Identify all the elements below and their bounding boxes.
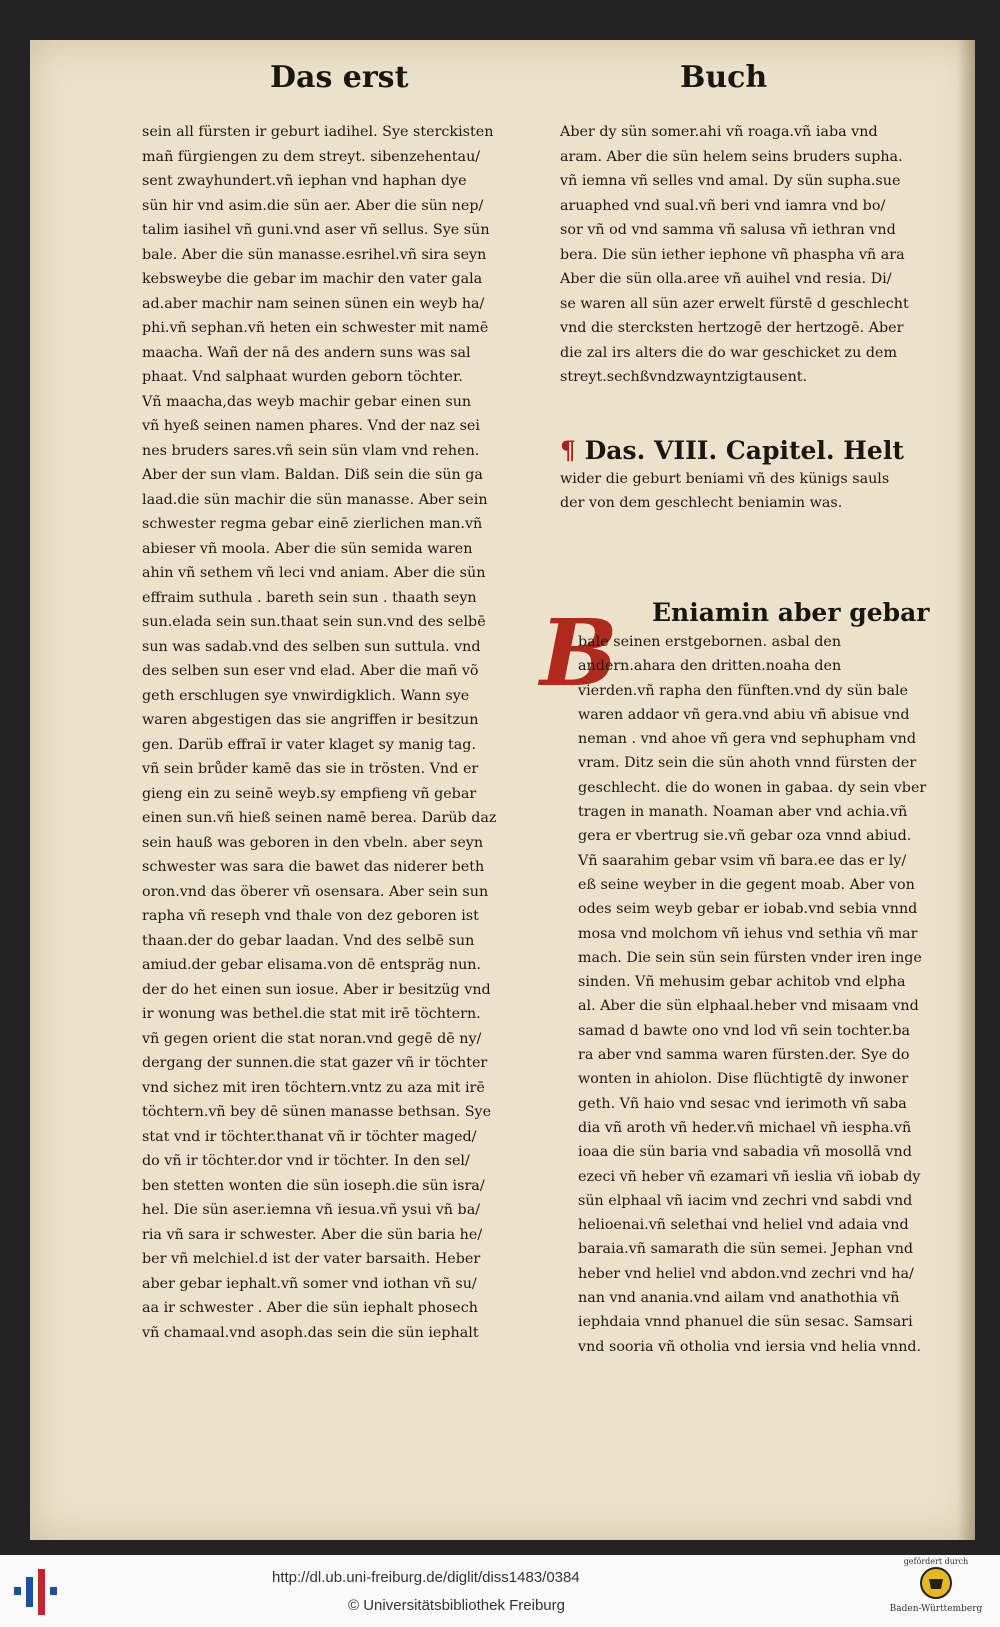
permalink-url[interactable]: http://dl.ub.uni-freiburg.de/diglit/diss1483/0384	[272, 1569, 580, 1586]
left-column-line: Aber der sun vlam. Baldan. Diß sein die sün ga	[142, 467, 483, 483]
paragraph-mark: ¶	[560, 436, 576, 465]
chapter-subtitle	[560, 467, 930, 515]
chapter-subtitle-line: der von dem geschlecht beniamin was.	[560, 495, 843, 511]
left-column-line: schwester regma gebar einē zierlichen man.vñ	[142, 516, 483, 532]
right-bottom-line: vnd sooria vñ otholia vnd iersia vnd helia vnnd.	[578, 1338, 922, 1355]
right-bottom-line: tragen in manath. Noaman aber vnd achia.vñ	[578, 804, 908, 821]
left-column-line: töchtern.vñ bey dē sünen manasse bethsan. Sye	[142, 1104, 492, 1120]
left-column-line: ahin vñ sethem vñ leci vnd aniam. Aber die sün	[142, 565, 486, 581]
left-column-line: Vñ maacha,das weyb machir gebar einen sun	[142, 393, 472, 410]
right-bottom-line: gera er vbertrug sie.vñ gebar oza vnnd abiud.	[578, 828, 912, 845]
right-bottom-line: geth. Vñ haio vnd sesac vnd ierimoth vñ saba	[578, 1095, 907, 1112]
right-top-line: se waren all sün azer erwelt fürstē d geschlecht	[560, 295, 909, 312]
left-column-line: gieng ein zu seinē weyb.sy empfieng vñ gebar	[142, 785, 477, 802]
right-top-line: bera. Die sün iether iephone vñ phaspha vñ ara	[560, 246, 905, 263]
right-bottom-line: iephdaia vnnd phanuel die sün sesac. Samsari	[578, 1314, 913, 1331]
chapter-incipit: Eniamin aber gebar	[652, 598, 930, 627]
viewer-footer	[0, 1555, 1000, 1627]
left-column-line: ber vñ melchiel.d ist der vater barsaith. Heber	[142, 1251, 481, 1267]
right-top-line: sor vñ od vnd samma vñ salusa vñ iethran vnd	[560, 222, 896, 238]
left-column-line: effraim suthula . bareth sein sun . thaath seyn	[142, 589, 477, 606]
left-column-line: gen. Darüb effraī ir vater klaget sy manig tag.	[142, 736, 477, 753]
left-column-line: einen sun.vñ hieß seinen namē berea. Darüb daz	[142, 810, 497, 826]
left-column-line: sent zwayhundert.vñ iephan vnd haphan dye	[142, 173, 467, 189]
left-column-line: vñ sein brůder kamē das sie in trösten. Vnd er	[142, 761, 479, 777]
state-coat-of-arms-icon	[919, 1566, 953, 1600]
chapter-subtitle-line: wider die geburt beniami vñ des künigs sauls	[560, 471, 890, 487]
left-column-line: nes bruders sares.vñ sein sün vlam vnd rehen.	[142, 442, 480, 459]
left-column-line: sün hir vnd asim.die sün aer. Aber die sün nep/	[142, 197, 484, 214]
right-bottom-line: vram. Ditz sein die sün ahoth vnnd fürsten der	[578, 755, 917, 772]
left-column-line: vñ hyeß seinen namen phares. Vnd der naz sei	[142, 418, 480, 434]
chapter-heading	[560, 435, 930, 515]
left-column-line: kebsweybe die gebar im machir den vater gala	[142, 271, 483, 287]
book-page	[30, 40, 975, 1540]
left-column-line: bale. Aber die sün manasse.esrihel.vñ sira seyn	[142, 246, 487, 263]
right-bottom-line: ioaa die sün baria vnd sabadia vñ mosollā vnd	[578, 1144, 912, 1161]
left-column-line: maacha. Wañ der nā des andern suns was sal	[142, 344, 471, 361]
left-column-line: phi.vñ sephan.vñ heten ein schwester mit namē	[142, 320, 489, 336]
left-column-line: abieser vñ moola. Aber die sün semida waren	[142, 540, 473, 557]
left-column-line: des selben sun eser vnd elad. Aber die mañ võ	[142, 663, 479, 679]
left-column-line: ad.aber machir nam seinen sünen ein weyb ha/	[142, 295, 485, 312]
right-bottom-line: baraia.vñ samarath die sün semei. Jephan vnd	[578, 1241, 914, 1258]
sponsor-label: gefördert durch	[903, 1557, 969, 1566]
left-column-line: laad.die sün machir die sün manasse. Aber sein	[142, 491, 488, 508]
right-bottom-line: Vñ saarahim gebar vsim vñ bara.ee das er ly/	[578, 852, 907, 869]
right-bottom-line: mosa vnd molchom vñ iehus vnd sethia vñ mar	[578, 925, 918, 942]
left-column-line: ria vñ sara ir schwester. Aber die sün baria he/	[142, 1226, 483, 1243]
right-bottom-line: andern.ahara den dritten.noaha den	[578, 658, 842, 675]
left-column-line: vnd sichez mit iren töchtern.vntz zu aza mit irē	[142, 1079, 485, 1096]
left-column-line: sun.elada sein sun.thaat sein sun.vnd des selbē	[142, 614, 486, 630]
left-column-line: dergang der sunnen.die stat gazer vñ ir töchter	[142, 1055, 488, 1071]
right-bottom-line: samad d bawte ono vnd lod vñ sein tochter.ba	[578, 1022, 911, 1039]
right-column-bottom	[578, 630, 928, 1359]
left-column-line: stat vnd ir töchter.thanat vñ ir töchter maged/	[142, 1128, 477, 1145]
left-column-line: der do het einen sun iosue. Aber ir besitzüg vnd	[142, 981, 491, 998]
left-column-line: thaan.der do gebar laadan. Vnd des selbē sun	[142, 932, 475, 949]
left-column-line: ben stetten wonten die sün ioseph.die sün isra/	[142, 1177, 485, 1194]
right-bottom-line: sün elphaal vñ iacim vnd zechri vnd sabdi vnd	[578, 1192, 913, 1209]
right-bottom-line: geschlecht. die do wonen in gabaa. dy sein vber	[578, 779, 927, 796]
right-bottom-line: ezeci vñ heber vñ ezamari vñ ieslia vñ iobab dy	[578, 1168, 921, 1185]
right-bottom-line: mach. Die sein sün sein fürsten vnder iren inge	[578, 949, 922, 966]
left-column-line: vñ gegen orient die stat noran.vnd gegē dē ny/	[142, 1030, 482, 1047]
left-column-line: geth erschlugen sye vnwirdigklich. Wann sye	[142, 687, 470, 704]
right-bottom-line: eß seine weyber in die gegent moab. Aber von	[578, 876, 915, 893]
right-top-line: aruaphed vnd sual.vñ beri vnd iamra vnd bo/	[560, 197, 886, 214]
right-bottom-line: waren addaor vñ gera.vnd abiu vñ abisue vnd	[578, 706, 910, 723]
decorated-initial: B	[540, 599, 618, 707]
left-column-line: rapha vñ reseph vnd thale von dez geboren ist	[142, 908, 479, 924]
left-column-line: sun was sadab.vnd des selben sun suttula. vnd	[142, 638, 481, 655]
running-head-right: Buch	[680, 60, 768, 95]
library-logo-icon	[10, 1565, 65, 1620]
left-column-line: oron.vnd das öberer vñ osensara. Aber sein sun	[142, 883, 489, 900]
left-column-line: do vñ ir töchter.dor vnd ir töchter. In den sel/	[142, 1153, 470, 1169]
left-column-line: aa ir schwester . Aber die sün iephalt phosech	[142, 1300, 478, 1316]
sponsor-name: Baden-Württemberg	[889, 1604, 983, 1614]
right-top-line: Aber die sün olla.aree vñ auihel vnd resia. Di/	[560, 271, 892, 287]
right-bottom-line: dia vñ aroth vñ heder.vñ michael vñ iespha.vñ	[578, 1119, 912, 1136]
running-head-left: Das erst	[270, 60, 409, 95]
right-bottom-line: vierden.vñ rapha den fünften.vnd dy sün bale	[578, 682, 909, 699]
right-bottom-line: heber vnd heliel vnd abdon.vnd zechri vnd ha/	[578, 1265, 914, 1282]
right-bottom-line: neman . vnd ahoe vñ gera vnd sephupham vnd	[578, 731, 917, 748]
right-bottom-line: al. Aber die sün elphaal.heber vnd misaam vnd	[578, 998, 919, 1015]
right-column-top	[560, 120, 925, 390]
right-bottom-line: nan vnd anania.vnd ailam vnd anathothia vñ	[578, 1290, 900, 1307]
left-column-line: talim iasihel vñ guni.vnd aser vñ sellus. Sye sün	[142, 222, 490, 238]
right-top-line: vnd die stercksten hertzogē der hertzogē. Aber	[560, 320, 904, 336]
left-column-line: sein hauß was geboren in den vbeln. aber seyn	[142, 834, 484, 851]
right-top-line: Aber dy sün somer.ahi vñ roaga.vñ iaba vnd	[560, 124, 878, 140]
right-top-line: die zal irs alters die do war geschicket zu dem	[560, 344, 897, 361]
right-bottom-line: wonten in ahiolon. Dise flüchtigtē dy inwoner	[578, 1071, 909, 1088]
right-top-line: vñ iemna vñ selles vnd amal. Dy sün supha.sue	[560, 173, 901, 189]
left-column-line: ir wonung was bethel.die stat mit irē töchtern.	[142, 1006, 481, 1022]
left-column-line: phaat. Vnd salphaat wurden geborn töchter.	[142, 369, 463, 385]
left-column-line: sein all fürsten ir geburt iadihel. Sye sterckisten	[142, 124, 494, 140]
copyright-text: © Universitätsbibliothek Freiburg	[348, 1597, 565, 1614]
right-bottom-line: sinden. Vñ mehusim gebar achitob vnd elpha	[578, 974, 906, 991]
left-column-line: schwester was sara die bawet das niderer beth	[142, 859, 485, 875]
right-bottom-line: ra aber vnd samma waren fürsten.der. Sye do	[578, 1047, 910, 1064]
left-column	[142, 120, 502, 1345]
left-column-line: mañ fürgiengen zu dem streyt. sibenzehentau/	[142, 148, 481, 165]
left-column-line: waren abgestigen das sie angriffen ir besitzun	[142, 712, 479, 728]
left-column-line: hel. Die sün aser.iemna vñ iesua.vñ ysui vñ ba/	[142, 1202, 481, 1218]
right-bottom-line: helioenai.vñ selethai vnd heliel vnd adaia vnd	[578, 1217, 909, 1234]
right-top-line: aram. Aber die sün helem seins bruders supha.	[560, 148, 903, 165]
left-column-line: amiud.der gebar elisama.von dē entspräg nun.	[142, 957, 482, 973]
left-column-line: aber gebar iephalt.vñ somer vnd iothan vñ su/	[142, 1275, 477, 1292]
chapter-title-line	[560, 435, 930, 467]
left-column-line: vñ chamaal.vnd asoph.das sein die sün iephalt	[142, 1324, 479, 1341]
right-bottom-line: bale seinen erstgebornen. asbal den	[578, 634, 842, 650]
sponsor-block	[886, 1557, 986, 1614]
right-top-line: streyt.sechßvndzwayntzigtausent.	[560, 369, 808, 385]
chapter-title: Das. VIII. Capitel. Helt	[584, 436, 904, 465]
right-bottom-line: odes seim weyb gebar er iobab.vnd sebia vnnd	[578, 901, 918, 918]
